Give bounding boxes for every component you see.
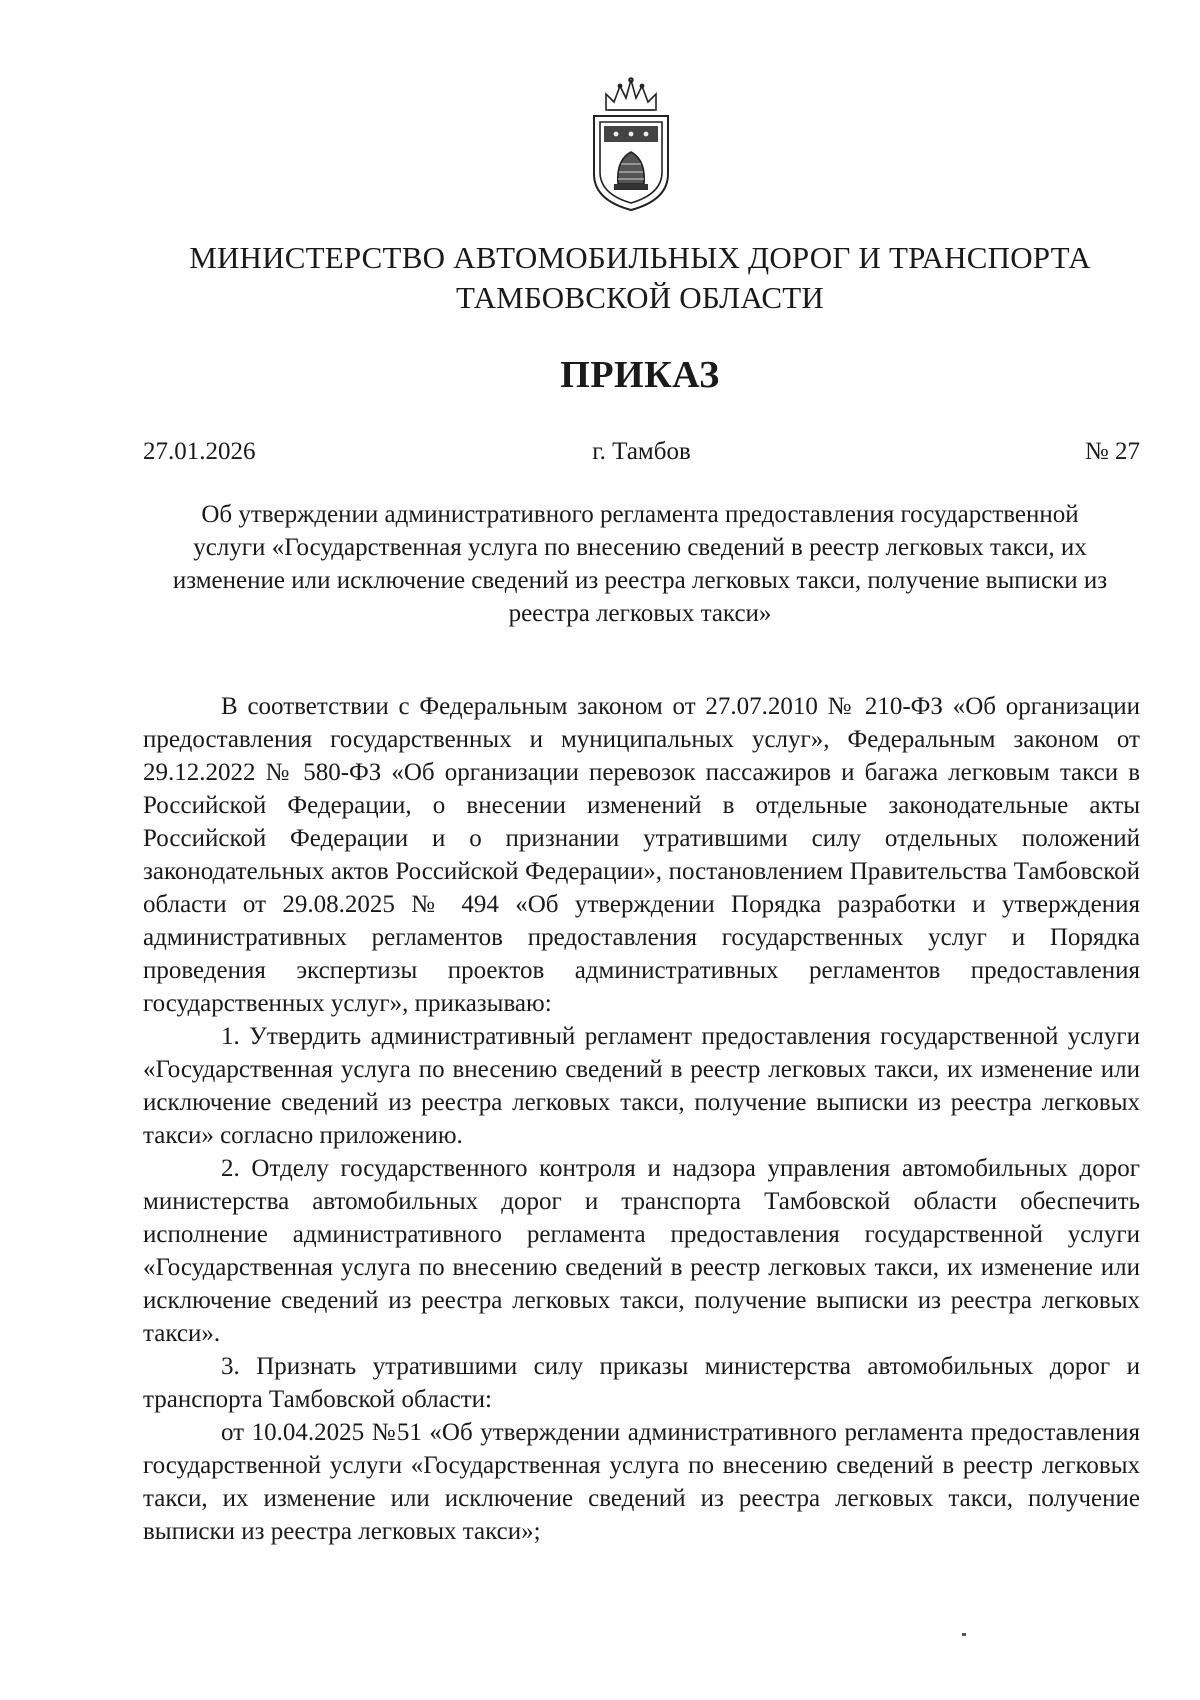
document-city: г. Тамбов bbox=[592, 438, 691, 465]
document-body bbox=[143, 690, 1140, 1548]
preamble-paragraph: В соответствии с Федеральным законом от 27.07.2010 № 210-ФЗ «Об организации предоставления государственных и муниципальных услуг», Федеральным законом от 29.12.2022 № 580-ФЗ «Об организации перевозок пассажиров и багажа легковым такси в Российской Федерации, о внесении изменений в отдельные законодательные акты Российской Федерации и о признании утратившими силу отдельных положений законодательных актов Российской Федерации», постановлением Правительства Тамбовской области от 29.08.2025 № 494 «Об утверждении Порядка разработки и утверждения административных регламентов предоставления государственных услуг и Порядка проведения экспертизы проектов административных регламентов предоставления государственных услуг», приказываю: bbox=[143, 693, 1140, 1017]
ministry-name-line2: ТАМБОВСКОЙ ОБЛАСТИ bbox=[456, 280, 824, 315]
scan-artifact-dot bbox=[962, 1633, 966, 1636]
document-meta-row bbox=[143, 434, 1140, 470]
document-date: 27.01.2026 bbox=[143, 438, 256, 465]
ministry-name bbox=[100, 238, 1180, 318]
ministry-name-line1: МИНИСТЕРСТВО АВТОМОБИЛЬНЫХ ДОРОГ И ТРАНСПОРТА bbox=[189, 240, 1091, 275]
order-item-3-sub-1: от 10.04.2025 №51 «Об утверждении административного регламента предоставления государственной услуги «Государственная услуга по внесению сведений в реестр легковых такси, их изменение или исключение сведений из реестра легковых такси, получение выписки из реестра легковых такси»; bbox=[143, 1419, 1140, 1545]
order-item-1: 1. Утвердить административный регламент предоставления государственной услуги «Государственная услуга по внесению сведений в реестр легковых такси, их изменение или исключение сведений из реестра легковых такси, получение выписки из реестра легковых такси» согласно приложению. bbox=[143, 1023, 1140, 1149]
document-number: № 27 bbox=[1084, 438, 1140, 465]
order-item-2: 2. Отделу государственного контроля и надзора управления автомобильных дорог министерства автомобильных дорог и транспорта Тамбовской области обеспечить исполнение административного регламента предоставления государственной услуги «Государственная услуга по внесению сведений в реестр легковых такси, их изменение или исключение сведений из реестра легковых такси, получение выписки из реестра легковых такси». bbox=[143, 1155, 1140, 1347]
order-item-3: 3. Признать утратившими силу приказы министерства автомобильных дорог и транспорта Тамбовской области: bbox=[143, 1353, 1140, 1413]
tambov-coat-of-arms-icon bbox=[588, 76, 674, 212]
document-type-title: ПРИКАЗ bbox=[560, 354, 720, 396]
document-subject: Об утверждении административного регламента предоставления государственной услуги «Государственная услуга по внесению сведений в реестр легковых такси, их изменение или исключение сведений из реестра легковых такси, получение выписки из реестра легковых такси» bbox=[172, 501, 1108, 627]
